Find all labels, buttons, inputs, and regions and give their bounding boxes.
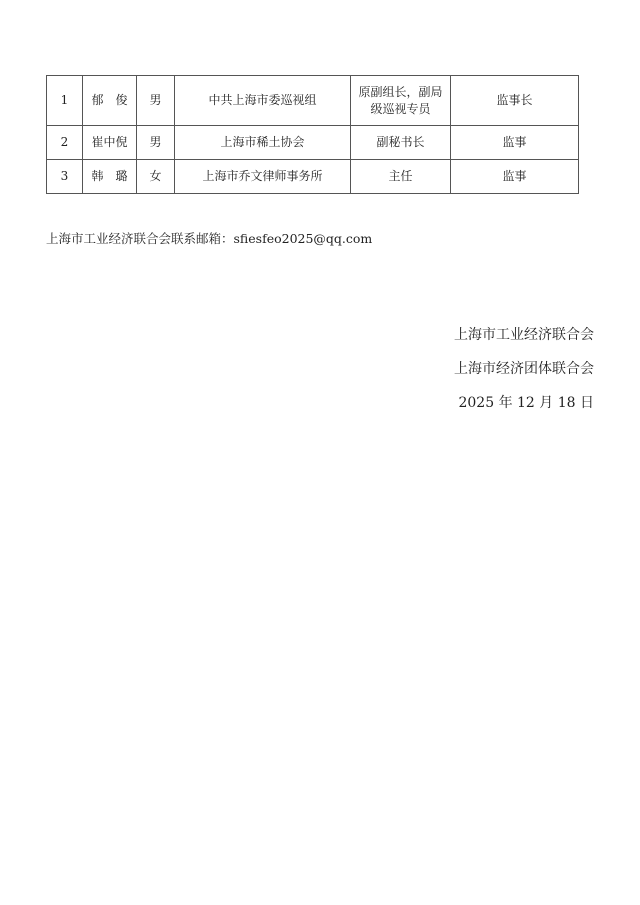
member-gender: 男 xyxy=(137,126,175,160)
signature-organization-1: 上海市工业经济联合会 xyxy=(454,327,594,343)
member-role: 监事 xyxy=(451,126,579,160)
table-row xyxy=(47,160,579,194)
member-gender: 女 xyxy=(137,160,175,194)
member-name: 崔中倪 xyxy=(83,126,137,160)
member-organization: 上海市乔文律师事务所 xyxy=(175,160,351,194)
member-position-line1: 原副组长，副局 xyxy=(358,84,443,99)
member-gender: 男 xyxy=(137,76,175,126)
member-name: 郁 俊 xyxy=(83,76,137,126)
table-row xyxy=(47,76,579,126)
member-position-line1: 副秘书长 xyxy=(376,135,425,149)
member-name: 韩 璐 xyxy=(83,160,137,194)
member-position xyxy=(351,126,451,160)
row-number: 1 xyxy=(47,76,83,126)
supervisors-table xyxy=(46,75,579,194)
row-number: 3 xyxy=(47,160,83,194)
table-row xyxy=(47,126,579,160)
contact-email-line: 上海市工业经济联合会联系邮箱：sfiesfeo2025@qq.com xyxy=(46,231,373,246)
member-position xyxy=(351,76,451,126)
signature-organization-2: 上海市经济团体联合会 xyxy=(454,361,594,377)
signature-block xyxy=(454,318,594,420)
member-role: 监事 xyxy=(451,160,579,194)
member-role: 监事长 xyxy=(451,76,579,126)
member-position-line2: 级巡视专员 xyxy=(370,101,431,116)
member-position-line1: 主任 xyxy=(388,169,413,183)
signature-date: 2025 年 12 月 18 日 xyxy=(458,395,594,411)
row-number: 2 xyxy=(47,126,83,160)
member-position xyxy=(351,160,451,194)
member-organization: 上海市稀土协会 xyxy=(175,126,351,160)
member-organization: 中共上海市委巡视组 xyxy=(175,76,351,126)
